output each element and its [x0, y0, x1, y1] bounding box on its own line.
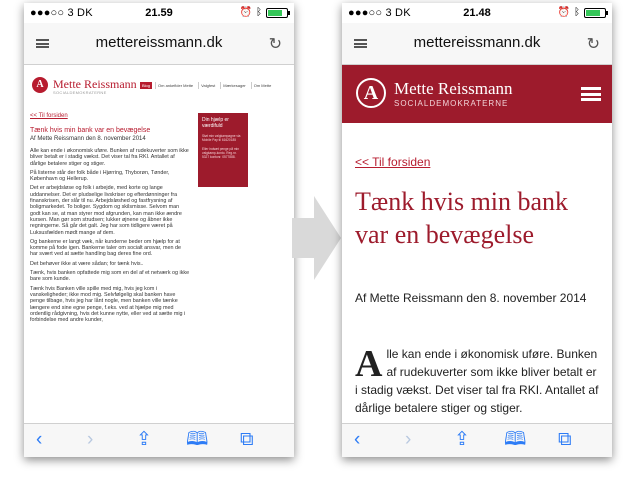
paragraph: Tænk, hvis banken opfattede mig som en del af et netværk og ikke bare som kunde.	[30, 270, 190, 283]
site-name[interactable]: Mette Reissmann	[53, 77, 137, 91]
back-to-front-link[interactable]: << Til forsiden	[355, 155, 431, 169]
alarm-icon: ⏰	[239, 7, 252, 18]
site-name[interactable]: Mette Reissmann	[394, 79, 513, 98]
address-bar[interactable]	[24, 23, 294, 65]
paragraph: Tænk hvis Banken ville spille med mig, hvis jeg kom i vanskeligheder; ikke mod mig. Selvfølgelig skal banken have penge tilbage, hvis jeg har lånt nogle, men banken ville tænke længere end sine egne penge, f.eks. ved at hjælpe mig med ordentlig rådgivning, hvis det kunne nytte, eller ved at sætte mig i forbindelse med andre kunder,	[30, 285, 186, 324]
donation-text: Støt min valgkampagne via Mobile Pay til 61620185	[202, 134, 241, 143]
share-icon[interactable]: ⇪	[136, 429, 152, 450]
donation-title: Din hjælp er værdifuld	[202, 117, 229, 129]
site-nav	[140, 82, 273, 89]
tabs-icon[interactable]: ⧉	[558, 429, 572, 450]
nav-item-4[interactable]: Mærkesager	[220, 82, 247, 89]
article-title: Tænk hvis min bank var en bevægelse	[30, 127, 151, 134]
article-title: Tænk hvis min bank var en bevægelse	[355, 187, 569, 249]
forward-icon[interactable]: ›	[87, 429, 94, 450]
mobile-page	[342, 123, 612, 423]
paragraph: Det behøver ikke at være sådan; for tænk hvis..	[30, 260, 144, 267]
donation-text: Eller indsæt penge på min valgkamp-konto. Reg.nr. 5327 kontonr. 0577888.	[202, 146, 240, 160]
phone-left-screenshot	[24, 3, 294, 457]
share-icon[interactable]: ⇪	[454, 429, 470, 450]
status-bar	[342, 3, 612, 23]
bluetooth-icon: ᛒ	[256, 7, 262, 18]
url-text[interactable]: mettereissmann.dk	[95, 34, 223, 51]
carrier-label: ●●●○○ 3 DK	[30, 7, 93, 19]
browser-toolbar	[24, 423, 294, 457]
reload-icon[interactable]: ↻	[268, 36, 282, 53]
back-icon[interactable]: ‹	[354, 429, 361, 450]
paragraph: Det er arbejdsløse og folk i arbejde, med korte og lange uddannelser. Det er pludselige livskriser og efterdønninger fra finanskrisen, der slår til nu. Arbejdsløshed og fastfrysning af boligmarkedet. To boliger. Sygdom og skilsmisse. Selvom man godt kan se, at man styrer mod afgrunden, kan man ikke ændre kursen. Man gør som strudsen; lukker øjnene og åbner ikke regningerne. Så går det galt. Jeg har som tidligere været på Luksusfælden mødt mange af dem.	[30, 185, 182, 236]
clock: 21.48	[463, 7, 491, 19]
clock: 21.59	[145, 7, 173, 19]
article-body	[355, 345, 599, 417]
carrier-label: ●●●○○ 3 DK	[348, 7, 411, 19]
status-bar	[24, 3, 294, 23]
donation-box	[198, 113, 248, 187]
article-byline: Af Mette Reissmann den 8. november 2014	[355, 291, 587, 305]
site-subtitle: SOCIALDEMOKRATERNE	[53, 90, 107, 95]
phone-right-screenshot	[342, 3, 612, 457]
reload-icon[interactable]: ↻	[586, 36, 600, 53]
paragraph: Alle kan ende i økonomisk uføre. Bunken af rudekuverter som ikke bliver betalt er i stadig vækst. Det viser tal fra RKI. Antallet af dårlige betalere stiger og stiger.	[30, 148, 189, 167]
nav-item-3[interactable]: Valgfest	[198, 82, 217, 89]
nav-item-5[interactable]: Om Mette	[251, 82, 274, 89]
nav-item-blog[interactable]: Blog	[142, 83, 151, 88]
nav-item-2[interactable]: Om ankeflder Mette	[155, 82, 195, 89]
bluetooth-icon: ᛒ	[574, 7, 580, 18]
browser-toolbar	[342, 423, 612, 457]
battery-icon	[266, 8, 288, 18]
url-text[interactable]: mettereissmann.dk	[413, 34, 541, 51]
site-logo-icon[interactable]: A	[32, 77, 48, 93]
status-icons	[558, 7, 606, 18]
hamburger-icon[interactable]	[581, 87, 601, 101]
desktop-page	[24, 65, 294, 423]
site-logo-icon[interactable]: A	[356, 78, 386, 108]
tabs-icon[interactable]: ⧉	[240, 429, 254, 450]
alarm-icon: ⏰	[557, 7, 570, 18]
article-body	[30, 148, 190, 326]
back-to-front-link[interactable]: << Til forsiden	[30, 113, 68, 119]
paragraph: Og bankerne er langt væk, når kunderne beder om hjælp for at komme på fode igen. Bankerne taler om socialt ansvar, men de har svært ved at sætte handling bag deres fine ord.	[30, 238, 182, 258]
bookmarks-icon[interactable]: 🕮	[504, 429, 527, 450]
battery-icon	[584, 8, 606, 18]
back-icon[interactable]: ‹	[36, 429, 43, 450]
forward-icon[interactable]: ›	[405, 429, 412, 450]
paragraph: På listerne står der folk både i Hjørring, Thyborøn, Tønder, København og Hellerup.	[30, 169, 170, 183]
bookmarks-icon[interactable]: 🕮	[186, 429, 209, 450]
paragraph: lle kan ende i økonomisk uføre. Bunken af rudekuverter som ikke bliver betalt er i stadig vækst. Det viser tal fra RKI. Antallet af dårlige betalere stiger og stiger.	[355, 347, 599, 415]
status-icons	[240, 7, 288, 18]
site-header	[342, 65, 612, 123]
drop-cap: A	[355, 343, 383, 385]
address-bar[interactable]	[342, 23, 612, 65]
article-byline: Af Mette Reissmann den 8. november 2014	[30, 136, 146, 142]
transition-arrow-icon	[292, 196, 341, 280]
site-subtitle: SOCIALDEMOKRATERNE	[394, 99, 509, 108]
